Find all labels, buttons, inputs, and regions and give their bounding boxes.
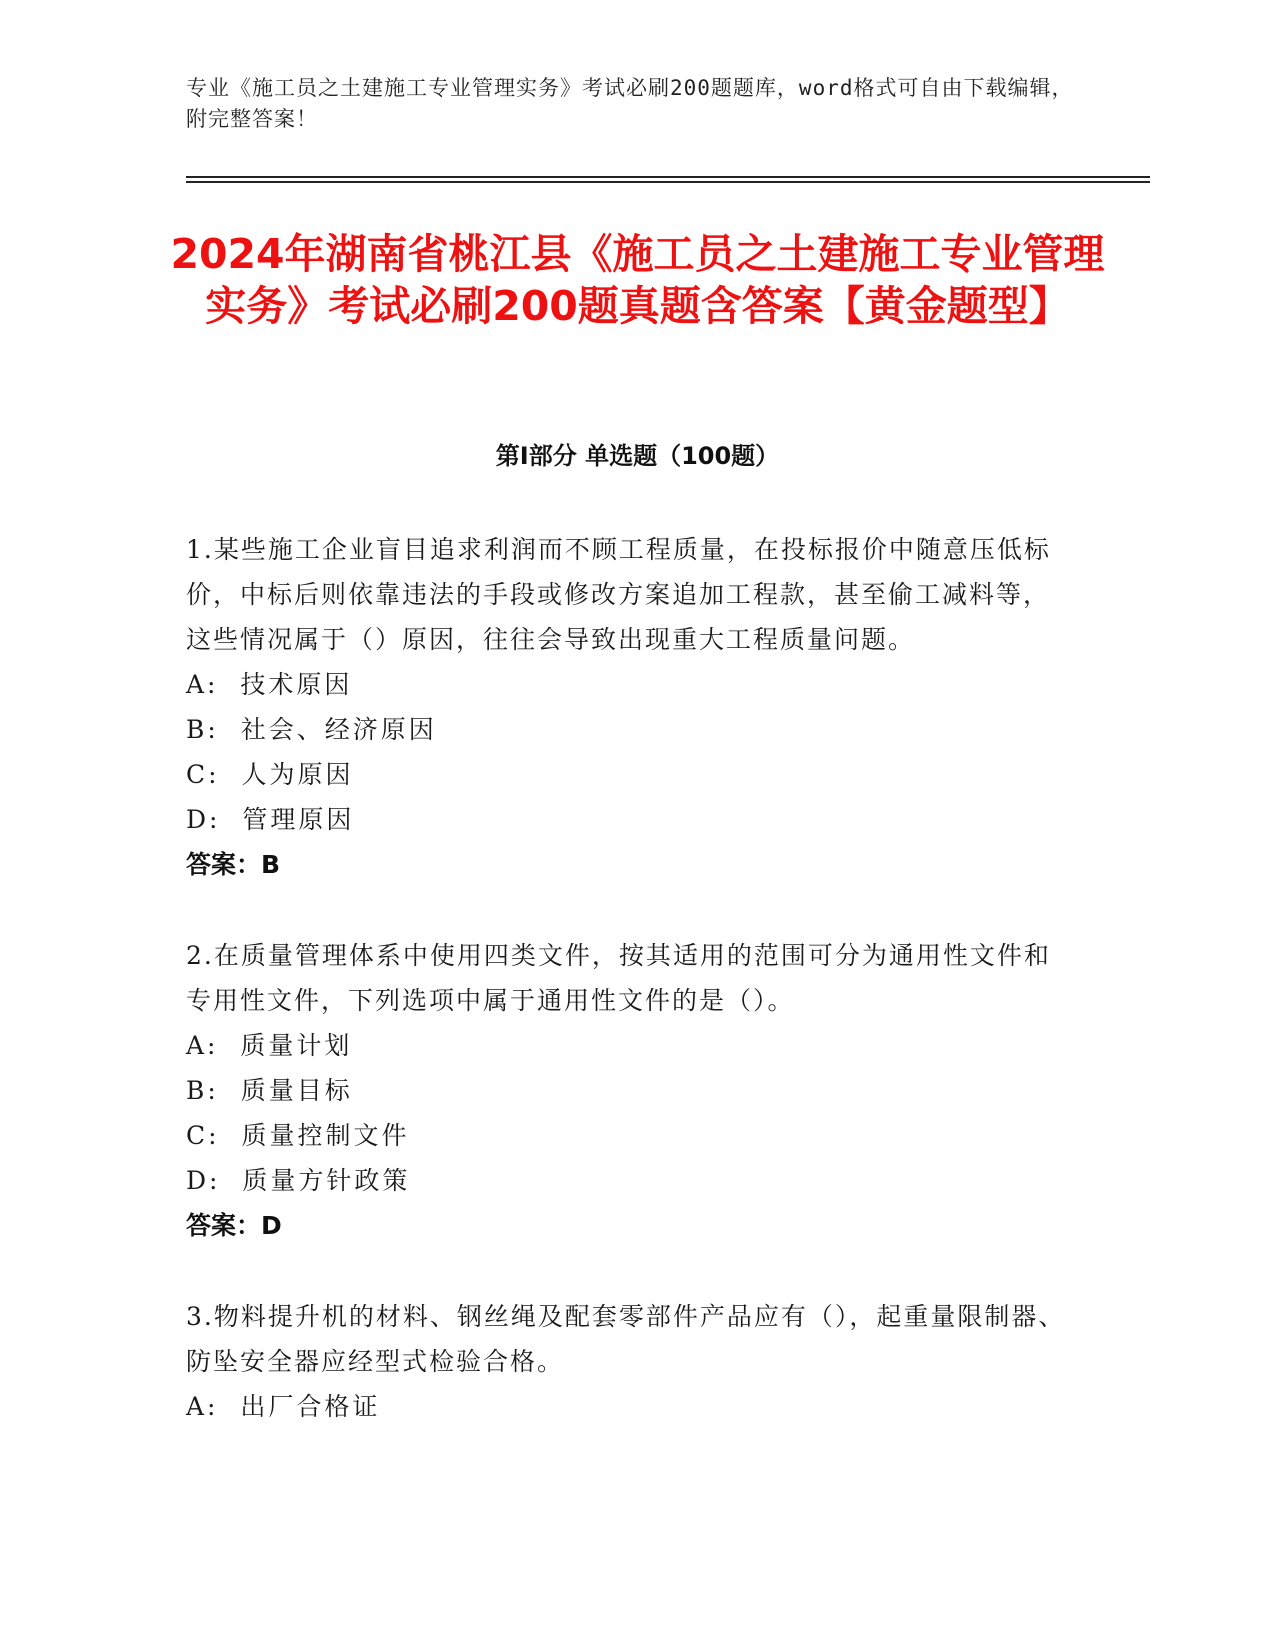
option-a: A: 质量计划 [186,1031,353,1060]
option-c: C: 人为原因 [186,760,354,789]
option-d: D: 质量方针政策 [186,1166,411,1195]
question-1 [186,527,1066,887]
header-divider-thick [186,181,1150,183]
answer-line: 答案：B [186,850,281,879]
document-title: 2024年湖南省桃江县《施工员之土建施工专业管理实务》考试必刷200题真题含答案【黄金题型】 [170,230,1105,330]
option-a: A: 技术原因 [186,670,353,699]
header-divider-thin [186,176,1150,178]
option-d: D: 管理原因 [186,805,355,834]
section-heading: 第I部分 单选题（100题） [495,442,780,470]
option-a: A: 出厂合格证 [186,1392,381,1421]
answer-line: 答案：D [186,1211,282,1240]
question-stem: 3.物料提升机的材料、钢丝绳及配套零部件产品应有（），起重量限制器、防坠安全器应经型式检验合格。 [186,1302,1066,1376]
header-note: 专业《施工员之土建施工专业管理实务》考试必刷200题题库，word格式可自由下载编辑，附完整答案！ [186,76,1074,131]
question-list [186,527,1066,1475]
question-2 [186,933,1066,1248]
question-3 [186,1294,1066,1429]
question-stem: 2.在质量管理体系中使用四类文件，按其适用的范围可分为通用性文件和专用性文件，下列选项中属于通用性文件的是（）。 [186,941,1051,1015]
option-c: C: 质量控制文件 [186,1121,410,1150]
question-stem: 1.某些施工企业盲目追求利润而不顾工程质量，在投标报价中随意压低标价，中标后则依靠违法的手段或修改方案追加工程款，甚至偷工减料等，这些情况属于（）原因，往往会导致出现重大工程质量问题。 [186,535,1051,654]
option-b: B: 质量目标 [186,1076,353,1105]
option-b: B: 社会、经济原因 [186,715,437,744]
